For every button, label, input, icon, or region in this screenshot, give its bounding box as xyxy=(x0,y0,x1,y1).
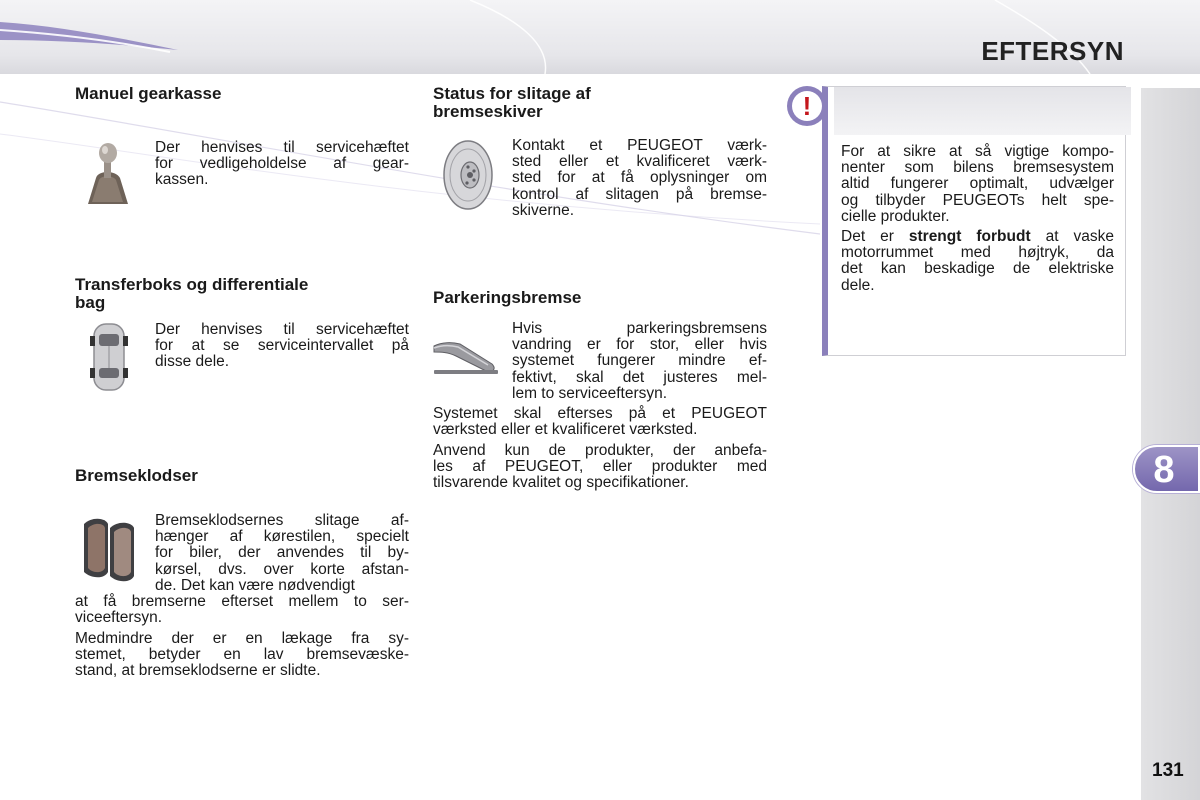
brake-pads-text-indented xyxy=(155,513,409,594)
text-line: les af PEUGEOT, eller produkter med xyxy=(433,458,767,476)
text-line: vandring er for stor, eller hvis xyxy=(512,336,767,354)
text-line: skiverne. xyxy=(512,201,575,219)
text-line: cielle produkter. xyxy=(841,207,950,225)
text-line: de. Det kan være nødvendigt xyxy=(155,576,355,594)
text-line: Systemet skal efterses på et PEUGEOT xyxy=(433,405,767,422)
heading-brake-discs xyxy=(433,85,591,121)
text-line: Kontakt et PEUGEOT værk- xyxy=(512,137,767,154)
text-line: altid fungerer optimalt, udvælger xyxy=(841,175,1114,193)
side-strip xyxy=(1141,88,1200,800)
heading-line: Status for slitage af xyxy=(433,84,591,103)
page-number: 131 xyxy=(1152,760,1184,781)
text-line: kørsel, dvs. over korte afstan- xyxy=(155,560,409,578)
transfer-box-text xyxy=(155,322,409,371)
text-line: viceeftersyn. xyxy=(75,609,163,627)
text-line: dele. xyxy=(841,276,875,294)
page-header xyxy=(0,0,1200,74)
text-line: for at se serviceintervallet på xyxy=(155,337,409,355)
chapter-tab[interactable] xyxy=(1133,445,1200,493)
text-line: Der henvises til servicehæftet xyxy=(155,139,409,156)
text-span: at vaske xyxy=(1030,228,1115,245)
text-line: kontrol af slitagen på bremse- xyxy=(512,185,767,203)
warning-text xyxy=(841,144,1114,225)
text-line: systemet fungerer mindre ef- xyxy=(512,352,767,370)
manual-gearbox-text xyxy=(155,140,409,189)
text-line: Der henvises til servicehæftet xyxy=(155,321,409,338)
car-top-view-icon xyxy=(90,322,128,392)
text-line: disse dele. xyxy=(155,353,230,371)
text-line: det kan beskadige de elektriske xyxy=(841,260,1114,278)
text-line: hænger af kørestilen, specielt xyxy=(155,528,409,546)
text-line: stemet, betyder en lav bremsevæske- xyxy=(75,646,409,664)
text-line: motorrummet med højtryk, da xyxy=(841,244,1114,262)
text-line: stand, at bremseklodserne er slidte. xyxy=(75,662,321,680)
gear-lever-icon xyxy=(82,140,134,208)
text-line: kassen. xyxy=(155,171,209,189)
heading-line: Transferboks og differentiale xyxy=(75,275,309,294)
text-line: Anvend kun de produkter, der anbefa- xyxy=(433,442,767,459)
text-line: sted eller et kvalificeret værk- xyxy=(512,153,767,171)
text-line: nenter som bilens bremsesystem xyxy=(841,159,1114,177)
heading-manual-gearbox: Manuel gearkasse xyxy=(75,84,222,103)
text-line: Hvis parkeringsbremsens xyxy=(512,320,767,337)
brake-pads-text-full xyxy=(75,594,409,626)
text-line: for biler, der anvendes til by- xyxy=(155,544,409,562)
brake-disc-icon xyxy=(440,138,496,212)
page-title: EFTERSYN xyxy=(981,36,1124,66)
heading-line: bag xyxy=(75,293,106,312)
bold-emphasis: strengt forbudt xyxy=(908,228,1031,245)
heading-line: bremseskiver xyxy=(433,102,543,121)
parking-brake-lever-icon xyxy=(432,334,502,378)
text-line: sted for at få oplysninger om xyxy=(512,169,767,187)
heading-brake-pads: Bremseklodser xyxy=(75,466,198,485)
chapter-number: 8 xyxy=(1153,449,1175,491)
text-line xyxy=(841,229,1114,245)
brake-discs-text xyxy=(512,138,767,219)
text-line: og tilbyder PEUGEOTs helt spe- xyxy=(841,191,1114,209)
warning-badge-inner xyxy=(792,91,822,121)
warning-text-para2 xyxy=(841,229,1114,294)
text-line: Bremseklodsernes slitage af- xyxy=(155,512,409,529)
parking-brake-text-para2 xyxy=(433,406,767,438)
text-line: værksted eller et kvalificeret værksted. xyxy=(433,421,698,439)
text-line: For at sikre at så vigtige kompo- xyxy=(841,143,1114,160)
text-line: at få bremserne efterset mellem to ser- xyxy=(75,593,409,610)
brake-pads-text-para2 xyxy=(75,631,409,680)
warning-box-header xyxy=(834,87,1131,135)
text-span: Det er xyxy=(841,228,909,245)
text-line: fektivt, skal det justeres mel- xyxy=(512,368,767,386)
text-line: for vedligeholdelse af gear- xyxy=(155,155,409,173)
parking-brake-text-indented xyxy=(512,321,767,402)
text-line: lem to serviceeftersyn. xyxy=(512,384,668,402)
heading-parking-brake: Parkeringsbremse xyxy=(433,288,582,307)
heading-transfer-box xyxy=(75,276,308,312)
brake-pads-icon xyxy=(78,514,140,584)
warning-badge xyxy=(787,86,827,126)
parking-brake-text-para3 xyxy=(433,443,767,492)
text-line: Medmindre der er en lækage fra sy- xyxy=(75,630,409,647)
text-line: tilsvarende kvalitet og specifikationer. xyxy=(433,474,689,492)
warning-exclamation-icon: ! xyxy=(802,91,812,121)
